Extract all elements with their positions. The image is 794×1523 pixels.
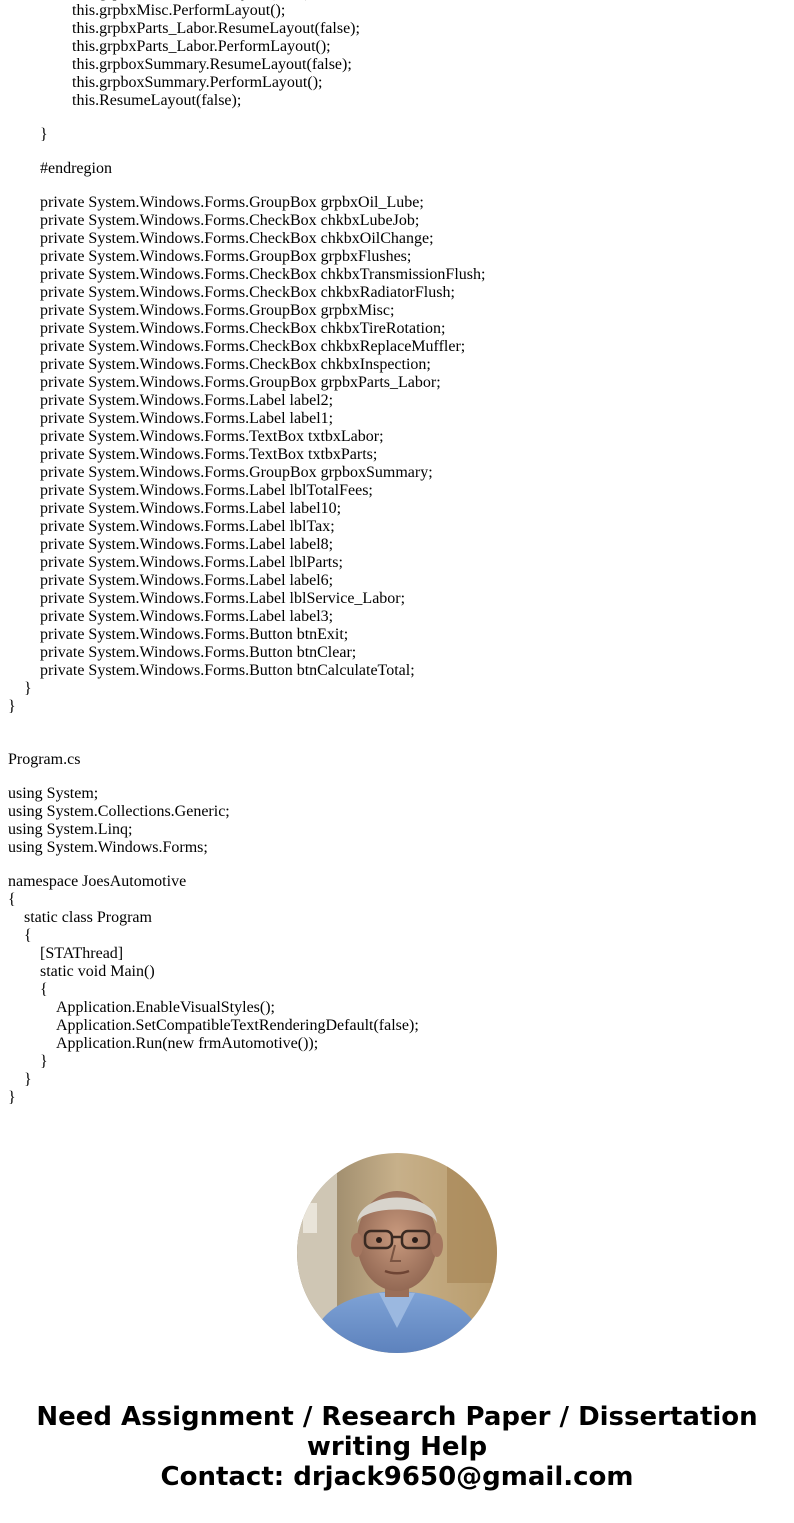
author-avatar xyxy=(297,1153,497,1353)
code-line: this.grpboxSummary.ResumeLayout(false); xyxy=(8,56,352,73)
code-line: private System.Windows.Forms.CheckBox chkbxLubeJob; xyxy=(8,212,420,229)
code-line: private System.Windows.Forms.GroupBox grpbxFlushes; xyxy=(8,248,412,265)
code-line: this.grpboxSummary.PerformLayout(); xyxy=(8,74,323,91)
code-line: private System.Windows.Forms.CheckBox chkbxTransmissionFlush; xyxy=(8,266,486,283)
code-line: static void Main() xyxy=(8,963,155,980)
code-line: } xyxy=(8,1071,32,1088)
code-line: this.grpbxMisc.PerformLayout(); xyxy=(8,2,286,19)
code-line: private System.Windows.Forms.Label label2; xyxy=(8,392,334,409)
code-line xyxy=(8,110,485,126)
code-line: private System.Windows.Forms.CheckBox chkbxTireRotation; xyxy=(8,320,446,337)
program-file-title: Program.cs xyxy=(8,751,81,768)
contact-banner-line-1: Need Assignment / Research Paper / Dissertation xyxy=(36,1402,758,1432)
code-line: #endregion xyxy=(8,160,112,177)
code-line: private System.Windows.Forms.Label label8; xyxy=(8,536,334,553)
code-line: using System; xyxy=(8,785,99,802)
code-line: using System.Collections.Generic; xyxy=(8,803,230,820)
code-line: } xyxy=(8,126,48,143)
code-line: private System.Windows.Forms.Label label3; xyxy=(8,608,334,625)
code-line: private System.Windows.Forms.Label lblParts; xyxy=(8,554,343,571)
code-line: this.grpbxParts_Labor.ResumeLayout(false); xyxy=(8,20,360,37)
code-line: private System.Windows.Forms.TextBox txtbxLabor; xyxy=(8,428,384,445)
code-line: private System.Windows.Forms.Button btnCalculateTotal; xyxy=(8,662,415,679)
contact-banner-line-3: Contact: drjack9650@gmail.com xyxy=(160,1462,634,1492)
code-line: private System.Windows.Forms.GroupBox grpboxSummary; xyxy=(8,464,433,481)
code-line: private System.Windows.Forms.GroupBox grpbxParts_Labor; xyxy=(8,374,441,391)
code-line: private System.Windows.Forms.Label lblService_Labor; xyxy=(8,590,406,607)
code-line: private System.Windows.Forms.CheckBox chkbxInspection; xyxy=(8,356,431,373)
code-line: } xyxy=(8,680,32,697)
program-code-block xyxy=(8,785,419,1107)
code-line: private System.Windows.Forms.Label label6; xyxy=(8,572,334,589)
code-line: Application.Run(new frmAutomotive()); xyxy=(8,1035,319,1052)
code-line: private System.Windows.Forms.CheckBox chkbxRadiatorFlush; xyxy=(8,284,455,301)
code-line: private System.Windows.Forms.Button btnClear; xyxy=(8,644,357,661)
code-line xyxy=(8,178,485,194)
code-line xyxy=(8,144,485,160)
code-line: using System.Windows.Forms; xyxy=(8,839,208,856)
code-line: private System.Windows.Forms.TextBox txtbxParts; xyxy=(8,446,378,463)
code-line: { xyxy=(8,981,48,998)
author-portrait-photo xyxy=(297,1153,497,1353)
code-line: private System.Windows.Forms.Label label1; xyxy=(8,410,334,427)
code-line: private System.Windows.Forms.Label lblTax; xyxy=(8,518,335,535)
code-line xyxy=(8,857,419,873)
designer-code-block xyxy=(8,0,485,716)
contact-banner-line-2: writing Help xyxy=(306,1432,488,1462)
code-line: Application.SetCompatibleTextRenderingDefault(false); xyxy=(8,1017,419,1034)
code-line: this.ResumeLayout(false); xyxy=(8,92,242,109)
code-line: [STAThread] xyxy=(8,945,124,962)
code-line: private System.Windows.Forms.GroupBox grpbxOil_Lube; xyxy=(8,194,424,211)
code-line: { xyxy=(8,891,16,908)
code-line: this.grpbxParts_Labor.PerformLayout(); xyxy=(8,38,331,55)
code-line: private System.Windows.Forms.CheckBox chkbxReplaceMuffler; xyxy=(8,338,466,355)
code-line: } xyxy=(8,1089,16,1106)
code-line: } xyxy=(8,1053,48,1070)
code-line: } xyxy=(8,698,16,715)
code-line: private System.Windows.Forms.Label lblTotalFees; xyxy=(8,482,373,499)
code-line: Application.EnableVisualStyles(); xyxy=(8,999,275,1016)
code-line: private System.Windows.Forms.CheckBox chkbxOilChange; xyxy=(8,230,434,247)
code-line: namespace JoesAutomotive xyxy=(8,873,187,890)
code-line: private System.Windows.Forms.Label label10; xyxy=(8,500,342,517)
code-line: { xyxy=(8,927,32,944)
code-line: private System.Windows.Forms.GroupBox grpbxMisc; xyxy=(8,302,395,319)
code-line: using System.Linq; xyxy=(8,821,133,838)
code-line: private System.Windows.Forms.Button btnExit; xyxy=(8,626,349,643)
code-line: static class Program xyxy=(8,909,152,926)
contact-banner xyxy=(0,1402,794,1492)
